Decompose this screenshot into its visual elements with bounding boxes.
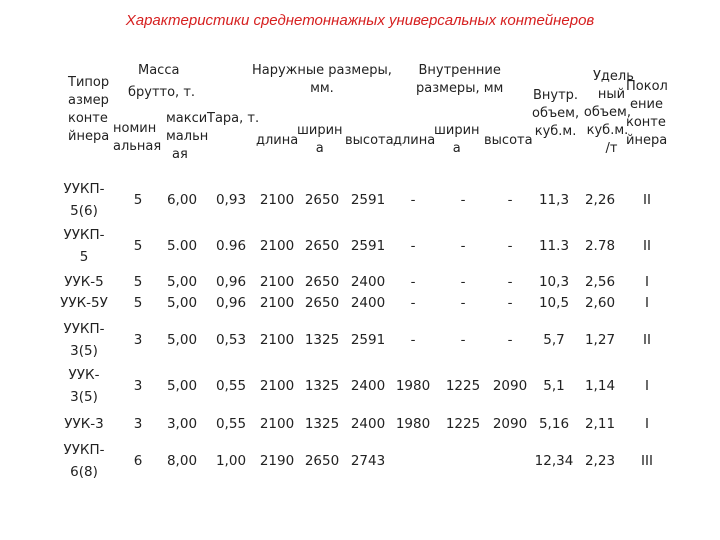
table-cell-ih: 2090 xyxy=(492,378,528,394)
table-cell-il: - xyxy=(410,332,416,348)
table-cell-ol: 2190 xyxy=(259,453,295,469)
table-cell-iw: - xyxy=(460,295,466,311)
table-cell-oh: 2591 xyxy=(350,332,386,348)
table-cell-nom: 3 xyxy=(133,332,143,348)
header-generation-line: конте xyxy=(626,115,666,130)
table-cell-tara: 1,00 xyxy=(215,453,247,469)
table-cell-vol: 11.3 xyxy=(538,238,570,254)
header-max-line: макси xyxy=(166,111,208,126)
table-cell-oh: 2743 xyxy=(350,453,386,469)
table-cell-spec: 2,60 xyxy=(584,295,616,311)
table-cell-ow: 1325 xyxy=(304,332,340,348)
table-cell-spec: 2,26 xyxy=(584,192,616,208)
table-cell-vol: 5,16 xyxy=(538,416,570,432)
table-cell-vol: 12,34 xyxy=(534,453,574,469)
table-cell-il: - xyxy=(410,295,416,311)
header-outer-dims xyxy=(252,62,392,98)
table-cell-ol: 2100 xyxy=(259,274,295,290)
container-type-cell xyxy=(54,364,114,408)
table-cell-max: 5,00 xyxy=(166,274,198,290)
table-cell-nom: 5 xyxy=(133,295,143,311)
container-type-line: 3(5) xyxy=(70,389,98,405)
table-cell-ih: - xyxy=(507,295,513,311)
header-volume-line: куб.м. xyxy=(534,124,577,139)
table-cell-ow: 2650 xyxy=(304,453,340,469)
container-type-line: УУКП- xyxy=(63,321,105,337)
header-inner-width-line: ширин xyxy=(434,123,480,138)
header-mass: Масса xyxy=(138,63,180,78)
table-cell-ow: 1325 xyxy=(304,416,340,432)
table-cell-ih: - xyxy=(507,238,513,254)
table-cell-ih: - xyxy=(507,274,513,290)
table-cell-ow: 2650 xyxy=(304,238,340,254)
header-nominal xyxy=(113,120,161,156)
header-inner-length: длина xyxy=(393,133,436,148)
container-type-line: УУК-5 xyxy=(64,274,104,290)
table-cell-il: 1980 xyxy=(395,416,431,432)
container-type-cell xyxy=(54,318,114,362)
header-spec-line: объем, xyxy=(583,105,631,120)
header-inner-line: размеры, мм xyxy=(416,81,504,96)
header-nominal-line: альная xyxy=(113,139,162,154)
header-mass-brutto: брутто, т. xyxy=(128,85,196,100)
table-cell-iw: 1225 xyxy=(445,416,481,432)
table-cell-oh: 2400 xyxy=(350,416,386,432)
header-max xyxy=(166,110,208,164)
container-type-line: УУКП- xyxy=(63,227,105,243)
table-cell-nom: 5 xyxy=(133,238,143,254)
table-cell-spec: 2,11 xyxy=(584,416,616,432)
table-cell-il: - xyxy=(410,238,416,254)
table-cell-il: 1980 xyxy=(395,378,431,394)
table-cell-iw: - xyxy=(460,332,466,348)
header-outer-length: длина xyxy=(256,133,299,148)
table-cell-tara: 0,53 xyxy=(215,332,247,348)
header-generation-line: йнера xyxy=(626,133,668,148)
table-cell-oh: 2591 xyxy=(350,238,386,254)
table-cell-tara: 0,55 xyxy=(215,416,247,432)
header-outer-line: Наружные размеры, xyxy=(252,63,392,78)
table-cell-max: 3,00 xyxy=(166,416,198,432)
table-cell-gen: II xyxy=(643,192,651,208)
table-cell-ol: 2100 xyxy=(259,332,295,348)
table-cell-tara: 0,55 xyxy=(215,378,247,394)
table-cell-vol: 5,1 xyxy=(543,378,565,394)
table-cell-oh: 2400 xyxy=(350,295,386,311)
table-cell-ih: - xyxy=(507,332,513,348)
table-cell-ih: - xyxy=(507,192,513,208)
table-cell-gen: I xyxy=(645,378,649,394)
container-type-line: УУК- xyxy=(68,367,100,383)
header-inner-height: высота xyxy=(484,133,533,148)
container-type-line: 6(8) xyxy=(70,464,98,480)
container-type-cell xyxy=(54,292,114,314)
table-cell-iw: - xyxy=(460,192,466,208)
table-cell-max: 6,00 xyxy=(166,192,198,208)
table-cell-max: 5,00 xyxy=(166,295,198,311)
header-generation-line: Покол xyxy=(626,79,668,94)
container-type-cell xyxy=(54,224,114,268)
container-type-line: 5 xyxy=(79,249,89,265)
header-outer-width-line: ширин xyxy=(297,123,343,138)
container-type-line: УУКП- xyxy=(63,442,105,458)
table-cell-ih: 2090 xyxy=(492,416,528,432)
table-cell-vol: 5,7 xyxy=(543,332,565,348)
table-cell-vol: 10,5 xyxy=(538,295,570,311)
table-cell-max: 5,00 xyxy=(166,332,198,348)
table-cell-spec: 2.78 xyxy=(584,238,616,254)
header-outer-line: мм. xyxy=(310,81,334,96)
header-inner-width xyxy=(434,122,480,158)
table-cell-vol: 11,3 xyxy=(538,192,570,208)
header-outer-height: высота xyxy=(345,133,394,148)
header-inner-width-line: а xyxy=(452,141,461,156)
header-type-line: азмер xyxy=(68,93,109,108)
table-cell-spec: 1,14 xyxy=(584,378,616,394)
header-tara: Тара, т. xyxy=(207,111,260,126)
table-cell-spec: 1,27 xyxy=(584,332,616,348)
header-spec-line: Удель xyxy=(593,69,634,84)
table-cell-tara: 0,96 xyxy=(215,274,247,290)
container-type-line: УУКП- xyxy=(63,181,105,197)
table-cell-spec: 2,23 xyxy=(584,453,616,469)
table-cell-ol: 2100 xyxy=(259,416,295,432)
table-cell-max: 8,00 xyxy=(166,453,198,469)
header-spec-line: /т xyxy=(605,141,618,156)
header-outer-width-line: а xyxy=(315,141,324,156)
table-cell-nom: 5 xyxy=(133,192,143,208)
table-cell-gen: I xyxy=(645,295,649,311)
table-cell-oh: 2591 xyxy=(350,192,386,208)
table-cell-ol: 2100 xyxy=(259,378,295,394)
header-type-line: Типор xyxy=(68,75,110,90)
table-cell-iw: - xyxy=(460,274,466,290)
header-generation-line: ение xyxy=(630,97,663,112)
container-type-cell xyxy=(54,271,114,293)
container-type-cell xyxy=(54,178,114,222)
header-outer-width xyxy=(297,122,343,158)
table-cell-iw: - xyxy=(460,238,466,254)
page-title: Характеристики среднетоннажных универсальных контейнеров xyxy=(125,12,595,29)
table-cell-gen: I xyxy=(645,416,649,432)
table-cell-iw: 1225 xyxy=(445,378,481,394)
header-max-line: ая xyxy=(172,147,188,162)
header-type xyxy=(68,74,109,146)
container-type-cell xyxy=(54,413,114,435)
table-cell-nom: 5 xyxy=(133,274,143,290)
table-cell-vol: 10,3 xyxy=(538,274,570,290)
container-type-line: УУК-5У xyxy=(60,295,108,311)
table-cell-oh: 2400 xyxy=(350,274,386,290)
container-type-line: УУК-3 xyxy=(64,416,104,432)
table-cell-ol: 2100 xyxy=(259,295,295,311)
header-max-line: мальн xyxy=(166,129,209,144)
header-type-line: йнера xyxy=(68,129,110,144)
header-type-line: конте xyxy=(68,111,108,126)
header-spec-line: куб.м. xyxy=(586,123,629,138)
table-cell-ol: 2100 xyxy=(259,238,295,254)
table-cell-gen: II xyxy=(643,238,651,254)
table-cell-nom: 3 xyxy=(133,378,143,394)
table-cell-ow: 1325 xyxy=(304,378,340,394)
table-cell-gen: III xyxy=(641,453,653,469)
header-generation xyxy=(626,78,668,150)
table-cell-ow: 2650 xyxy=(304,274,340,290)
table-cell-tara: 0,96 xyxy=(215,295,247,311)
header-spec-line: ный xyxy=(597,87,626,102)
table-cell-tara: 0.96 xyxy=(215,238,247,254)
table-cell-ol: 2100 xyxy=(259,192,295,208)
header-nominal-line: номин xyxy=(113,121,157,136)
header-inner-dims xyxy=(416,62,503,98)
table-cell-il: - xyxy=(410,274,416,290)
table-cell-gen: I xyxy=(645,274,649,290)
table-cell-max: 5.00 xyxy=(166,238,198,254)
table-cell-max: 5,00 xyxy=(166,378,198,394)
header-inner-line: Внутренние xyxy=(418,63,501,78)
table-cell-gen: II xyxy=(643,332,651,348)
table-cell-nom: 6 xyxy=(133,453,143,469)
table-cell-ow: 2650 xyxy=(304,295,340,311)
table-cell-spec: 2,56 xyxy=(584,274,616,290)
table-cell-oh: 2400 xyxy=(350,378,386,394)
table-cell-nom: 3 xyxy=(133,416,143,432)
container-type-line: 5(6) xyxy=(70,203,98,219)
table-cell-ow: 2650 xyxy=(304,192,340,208)
table-cell-il: - xyxy=(410,192,416,208)
header-volume xyxy=(532,87,579,141)
container-type-line: 3(5) xyxy=(70,343,98,359)
table-cell-tara: 0,93 xyxy=(215,192,247,208)
header-volume-line: Внутр. xyxy=(533,88,579,103)
container-type-cell xyxy=(54,439,114,483)
header-volume-line: объем, xyxy=(532,106,580,121)
